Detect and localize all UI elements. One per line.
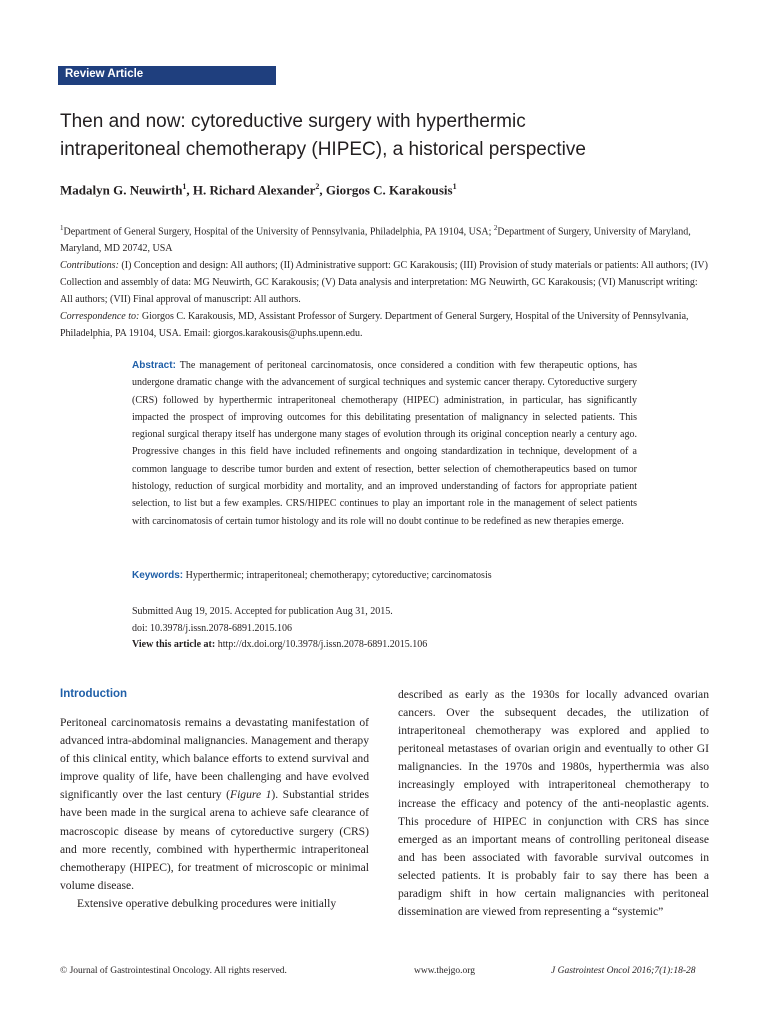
title-line-2: intraperitoneal chemotherapy (HIPEC), a historical perspective — [60, 139, 586, 160]
doi[interactable]: doi: 10.3978/j.issn.2078-6891.2015.106 — [132, 622, 293, 634]
keywords-label: Keywords: — [132, 570, 184, 581]
body-column-left — [60, 714, 369, 913]
author-affil-sup: 1 — [182, 182, 187, 191]
author-name: H. Richard Alexander — [192, 182, 316, 198]
view-article-link[interactable]: View this article at: http://dx.doi.org/10.3978/j.issn.2078-6891.2015.106 — [132, 639, 428, 650]
footer-website[interactable]: www.thejgo.org — [414, 966, 475, 976]
author-affil-sup: 2 — [315, 182, 320, 191]
footer-citation: J Gastrointest Oncol 2016;7(1):18-28 — [551, 966, 696, 976]
contributions-label: Contributions: — [60, 260, 119, 272]
article-type-banner — [58, 66, 276, 85]
article-type-label: Review Article — [65, 68, 144, 80]
paragraph: described as early as the 1930s for locally advanced ovarian cancers. Over the subsequent decades, the utilization of intraperitoneal chemotherapy was explored and applied to peritoneal metastases of ovarian origin and eventually to other GI malignancies. In the 1970s and 1980s, hyperthermia was also increasingly employed with intraperitoneal chemotherapy to increase the efficacy and potency of the anti-neoplastic agents. This procedure of HIPEC in conjunction with CRS has since emerged as an important means of controlling peritoneal disease and has been associated with favorable survival outcomes in selected patients. It is probably fair to say there has been a paradigm shift in how certain malignancies with peritoneal dissemination are viewed from representing a “systemic” — [398, 688, 709, 919]
figure-ref[interactable]: Figure 1 — [229, 788, 272, 802]
body-column-right — [398, 686, 709, 921]
paragraph: Peritoneal carcinomatosis remains a devastating manifestation of advanced intra-abdominal malignancies. Management and therapy of this clinical entity, which balance efforts to extend survival and improve quality of life, have been challenging and have evolved significantly over the last century (Figure 1). Substantial strides have been made in the surgical arena to achieve safe clearance of macroscopic disease by means of cytoreductive surgery (CRS) and more recently, combined with hyperthermic intraperitoneal chemotherapy (HIPEC), for treatment of microscopic or minimal volume disease. — [60, 716, 369, 892]
article-title — [60, 108, 720, 164]
correspondence-label: Correspondence to: — [60, 311, 140, 323]
title-line-1: Then and now: cytoreductive surgery with hyperthermic — [60, 111, 526, 132]
correspondence: Correspondence to: Giorgos C. Karakousis, MD, Assistant Professor of Surgery. Department of General Surgery, Hospital of the University of Pennsylvania, Philadelphia, PA 19104, USA. Email: giorgos.karakousis@uphs.upenn.edu. — [60, 311, 689, 340]
abstract-text: The management of peritoneal carcinomatosis, once considered a condition with few therapeutic options, has undergone dramatic change with the advancement of surgical techniques and systemic cancer therapy. Cytoreductive surgery (CRS) followed by hyperthermic intraperitoneal chemotherapy (HIPEC) administration, in particular, has significantly impacted the prospect of improving outcomes for this debilitating presentation of malignancy in selected patients. This regional surgical therapy itself has undergone many stages of evolution through its original conception nearly a century ago. Progressive changes in this field have included refinements and ongoing standardization in technique, development of a common language to describe tumor burden and extent of resection, better selection of chemotherapeutics based on tumor histology, reduction of surgical morbidity and mortality, and an improved understanding of factors for appropriate patient selection, to list but a few examples. CRS/HIPEC continues to play an important role in the management of select patients with carcinomatosis of certain tumor histology and its role will no doubt continue to be redefined as new therapies emerge. — [132, 360, 637, 527]
author-name: Giorgos C. Karakousis — [325, 182, 453, 198]
submission-dates: Submitted Aug 19, 2015. Accepted for publication Aug 31, 2015. — [132, 606, 393, 617]
affiliation-line: $^1$Department of General Surgery, Hospital of the University of Pennsylvania, Philadelphia, PA 19104, USA; $^2$Department of Surgery, University of Maryland, Maryland, MD 20742, USA — [60, 224, 691, 255]
abstract — [132, 357, 637, 530]
abstract-label: Abstract: — [132, 360, 176, 371]
author-list: Madalyn G. Neuwirth$^1$, H. Richard Alexander$^2$, Giorgos C. Karakousis$^1$ — [60, 182, 457, 198]
article-meta — [132, 604, 637, 654]
keywords-text: Hyperthermic; intraperitoneal; chemotherapy; cytoreductive; carcinomatosis — [183, 570, 492, 581]
keywords — [132, 570, 637, 581]
contributions: Contributions: (I) Conception and design: All authors; (II) Administrative support: GC Karakousis; (III) Provision of study materials or patients: All authors; (IV) Collection and assembly of data: MG Neuwirth, GC Karakousis; (V) Data analysis and interpretation: MG Neuwirth, GC Karakousis; (VI) Manuscript writing: All authors; (VII) Final approval of manuscript: All authors. — [60, 260, 708, 306]
footer-copyright: © Journal of Gastrointestinal Oncology. All rights reserved. — [60, 966, 287, 976]
section-heading: Introduction — [60, 688, 128, 700]
author-name: Madalyn G. Neuwirth — [60, 182, 183, 198]
author-affil-sup: 1 — [452, 182, 457, 191]
paragraph: Extensive operative debulking procedures were initially — [77, 896, 337, 910]
affiliations-block — [60, 220, 710, 342]
